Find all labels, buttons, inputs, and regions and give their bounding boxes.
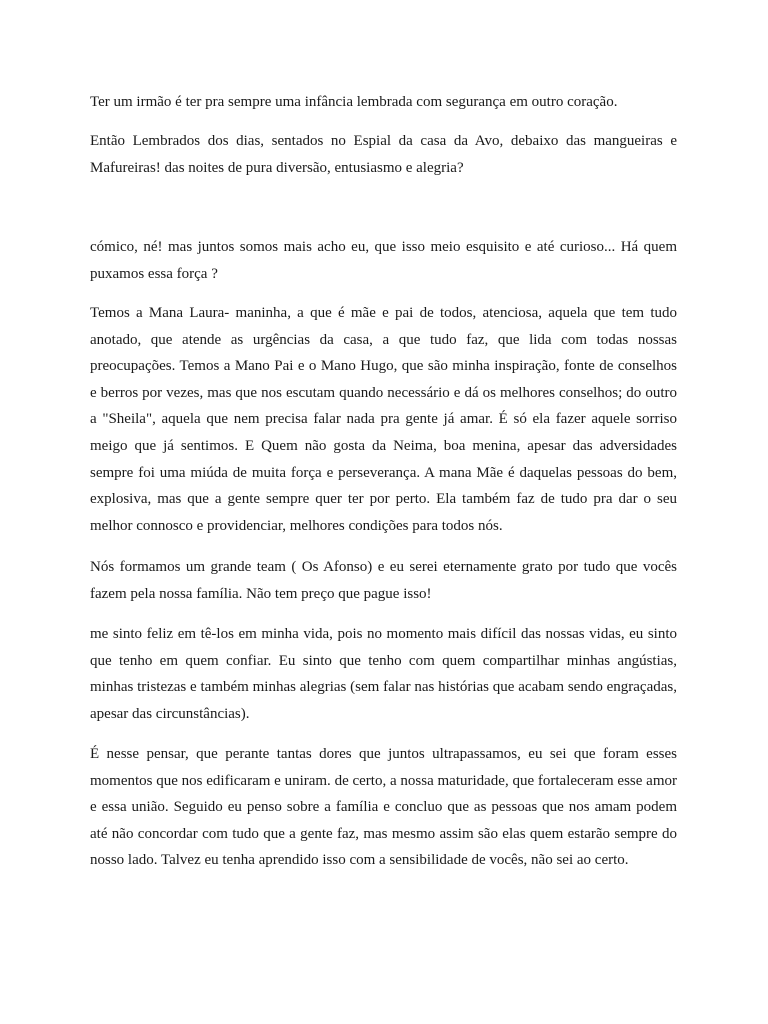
paragraph-1: Ter um irmão é ter pra sempre uma infância lembrada com segurança em outro coração. bbox=[90, 94, 618, 110]
paragraph-5: Nós formamos um grande team ( Os Afonso) e eu serei eternamente grato por tudo que vocês fazem pela nossa família. Não tem preço que pague isso! bbox=[90, 559, 677, 602]
paragraph-4: Temos a Mana Laura- maninha, a que é mãe e pai de todos, atenciosa, aquela que tem tudo anotado, que atende as urgências da casa, a que tudo faz, que lida com todas nossas preocupações. Temos a Mano Pai e o Mano Hugo, que são minha inspiração, fonte de conselhos e berros por vezes, mas que nos escutam quando necessário e dá os melhores conselhos; do outro a "Sheila", aquela que nem precisa falar nada pra gente já amar. É só ela fazer aquele sorriso meigo que já sentimos. E Quem não gosta da Neima, boa menina, apesar das adversidades sempre foi uma miúda de muita força e perseverança. A mana Mãe é daquelas pessoas do bem, explosiva, mas que a gente sempre quer ter por perto. Ela também faz de tudo pra dar o seu melhor connosco e providenciar, melhores condições para todos nós. bbox=[90, 305, 677, 534]
paragraph-3: cómico, né! mas juntos somos mais acho eu, que isso meio esquisito e até curioso... Há quem puxamos essa força ? bbox=[90, 239, 677, 282]
paragraph-7: É nesse pensar, que perante tantas dores que juntos ultrapassamos, eu sei que foram esses momentos que nos edificaram e uniram. de certo, a nossa maturidade, que fortaleceram esse amor e essa união. Seguido eu penso sobre a família e concluo que as pessoas que nos amam podem até não concordar com tudo que a gente faz, mas mesmo assim são elas quem estarão sempre do nosso lado. Talvez eu tenha aprendido isso com a sensibilidade de vocês, não sei ao certo. bbox=[90, 746, 677, 869]
paragraph-6: me sinto feliz em tê-los em minha vida, pois no momento mais difícil das nossas vidas, eu sinto que tenho em quem confiar. Eu sinto que tenho com quem compartilhar minhas angústias, minhas tristezas e também minhas alegrias (sem falar nas histórias que acabam sendo engraçadas, apesar das circunstâncias). bbox=[90, 626, 677, 722]
paragraph-2: Então Lembrados dos dias, sentados no Espial da casa da Avo, debaixo das mangueiras e Mafureiras! das noites de pura diversão, entusiasmo e alegria? bbox=[90, 133, 677, 176]
